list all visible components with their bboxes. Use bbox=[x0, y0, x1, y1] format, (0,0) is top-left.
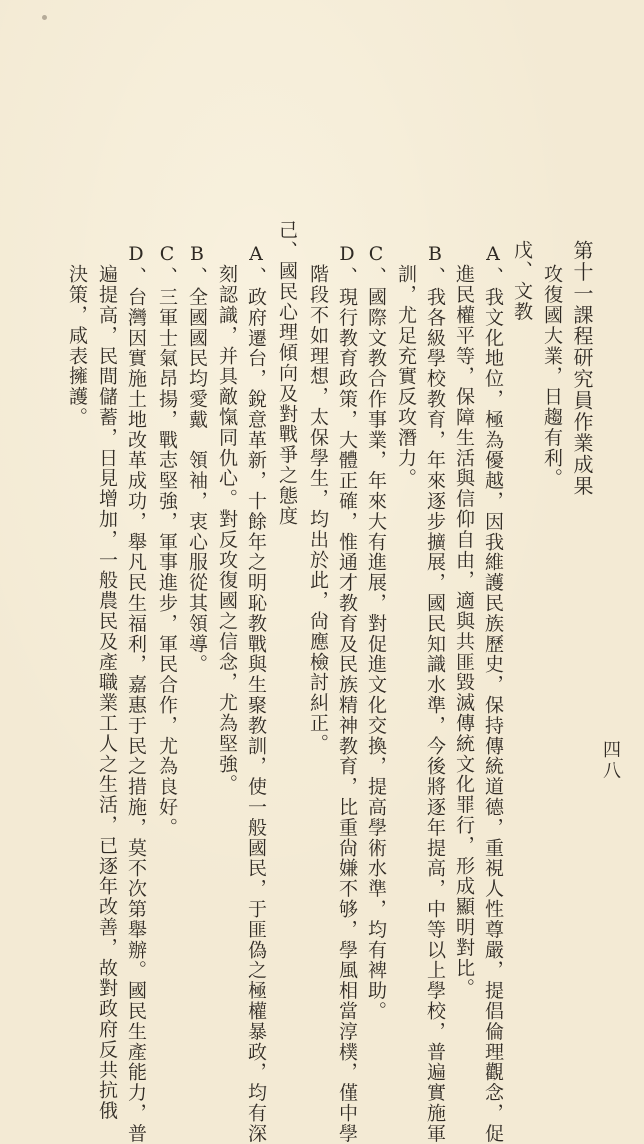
section-ji-item-d-line3: 決策，咸表擁護。 bbox=[66, 264, 88, 428]
section-wu-item-b-line1: B、我各級學校教育，年來逐步擴展，國民知識水準，今後將逐年提高，中等以上學校，普遍實施軍 bbox=[424, 243, 446, 1144]
section-wu-title: 戊、文教 bbox=[511, 240, 533, 322]
section-wu-item-d-line1: D、現行教育政策，大體正確，惟通才教育及民族精神教育，比重尙嫌不够，學風相當淳樸，僅中學 bbox=[336, 243, 358, 1144]
section-wu-item-b-line2: 訓，尤足充實反攻潛力。 bbox=[395, 264, 417, 489]
section-wu-item-d-line2: 階段不如理想，太保學生，均出於此，尙應檢討糾正。 bbox=[307, 264, 329, 754]
section-ji-item-a-line2: 刻認識，并具敵愾同仇心。對反攻復國之信念，尤為堅強。 bbox=[216, 264, 238, 795]
section-ji-item-b-line1: B、全國國民均愛戴 領袖，衷心服從其領導。 bbox=[186, 243, 208, 675]
section-wu-item-a-line1: A、我文化地位，極為優越，因我維護民族歷史，保持傳統道德，重視人性尊嚴，提倡倫理觀念，促 bbox=[482, 243, 504, 1144]
section-ji-item-d-line2: 遍提高，民間儲蓄，日見增加，一般農民及產職業工人之生活，已逐年改善，故對政府反共抗俄 bbox=[96, 264, 118, 1121]
section-ji-item-d-line1: D、台灣因實施土地改革成功，舉凡民生福利，嘉惠于民之措施，莫不次第舉辦。國民生產能力，普 bbox=[125, 243, 147, 1144]
section-wu-item-a-line2: 進民權平等，保障生活與信仰自由，適與共匪毀滅傳統文化罪行，形成顯明對比。 bbox=[453, 264, 475, 999]
section-ji-item-a-line1: A、政府遷台，銳意革新，十餘年之明恥教戰與生聚教訓，使一般國民，于匪偽之極權暴政，均有深 bbox=[245, 243, 267, 1144]
intro-line: 攻復國大業，日趨有利。 bbox=[541, 264, 563, 489]
section-ji-title: 己、國民心理傾向及對戰爭之態度 bbox=[276, 220, 298, 526]
page-number: 四八 bbox=[600, 740, 621, 782]
section-ji-item-c-line1: C、三軍士氣昂揚，戰志堅強，軍事進步，軍民合作，尤為良好。 bbox=[156, 243, 178, 838]
section-wu-item-c-line1: C、國際文教合作事業，年來大有進展，對促進文化交換，提高學術水準，均有裨助。 bbox=[365, 243, 387, 1022]
page-mark bbox=[42, 15, 47, 20]
page-header-title: 第十一課程研究員作業成果 bbox=[570, 240, 594, 497]
